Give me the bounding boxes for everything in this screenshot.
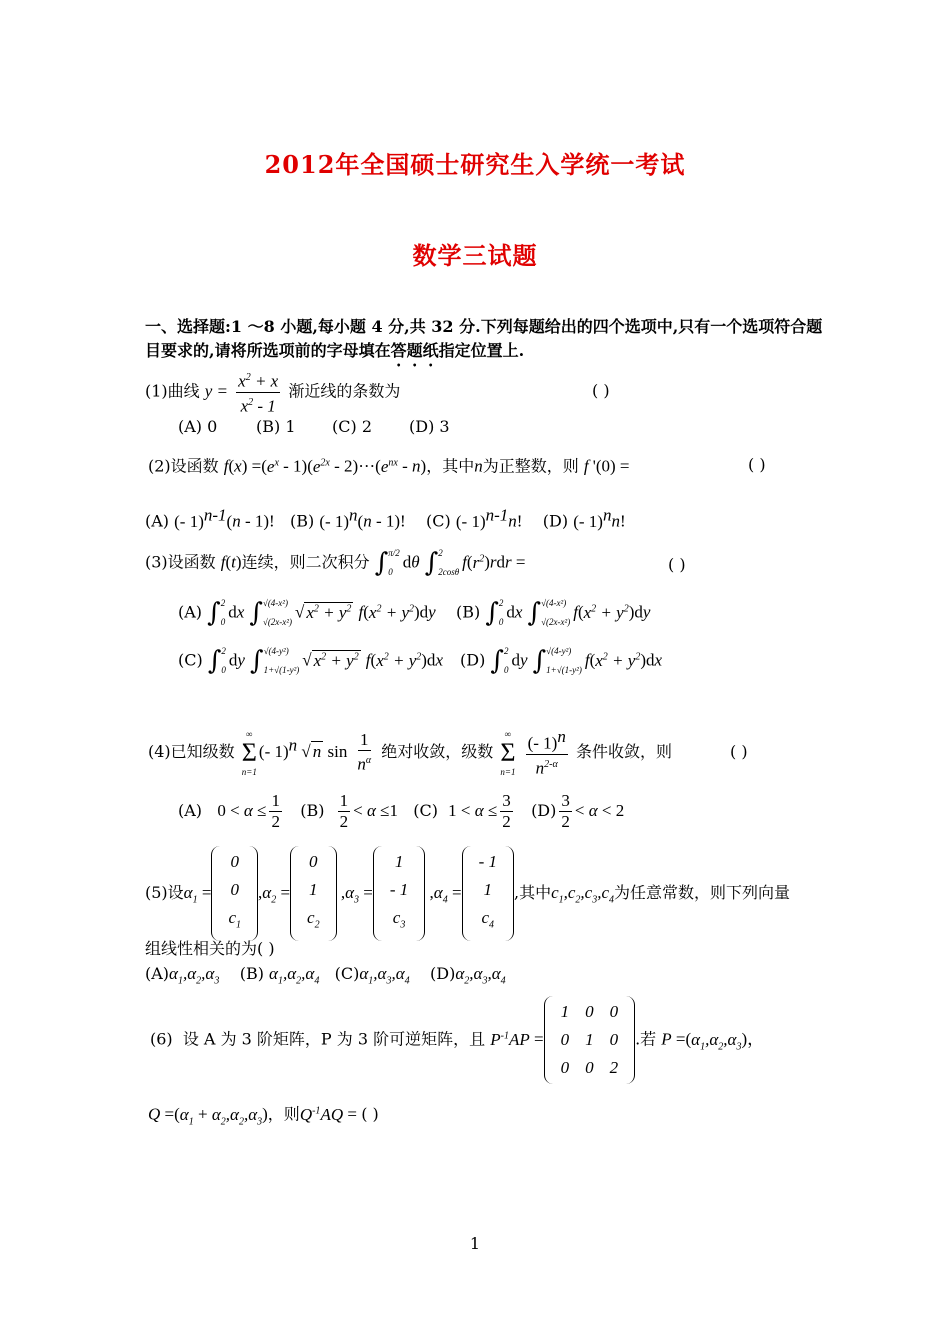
exam-title: 2012年全国硕士研究生入学统一考试: [264, 150, 686, 179]
q4-option-b[interactable]: (B) $\frac{1}{2}$ < α ≤1: [300, 791, 398, 831]
q5-options: [145, 963, 506, 992]
q3-option-c[interactable]: (C) ∫ 2 0 dy ∫ √(4-y²) 1+√(1-y²) √ $x^2 + y^2$ $f(x^2 + y^2)dx$: [178, 646, 443, 677]
question-4: (4)已知级数 ∞ Σ n=1 (- 1)$^n$ √ n sin $\frac{1}{n^\alpha}$ 绝对收敛，级数 ∞ Σ n=1 $\frac{(- 1)^n}{n^{2-\alpha}}$ 条件收敛，则: [148, 727, 672, 778]
page-number: 1: [469, 1234, 481, 1253]
q5-option-b[interactable]: (B) $\alpha_1,\alpha_2,\alpha_4$: [239, 964, 320, 987]
q3-option-a[interactable]: (A) ∫ 2 0 dx ∫ √(4-x²) √(2x-x²) √ $x^2 + y^2$ $f(x^2 + y^2)dy$: [178, 598, 436, 629]
q3-answer-blank[interactable]: ( ): [668, 555, 686, 574]
q1-option-d[interactable]: (D) 3: [409, 417, 450, 436]
q3-option-b[interactable]: (B) ∫ 2 0 dx ∫ √(4-x²) √(2x-x²) $f(x^2 + y^2)dy$: [456, 598, 651, 629]
q5-option-d[interactable]: $(D)\alpha_2,\alpha_3,\alpha_4$: [430, 964, 506, 987]
q2-options: [145, 504, 626, 533]
question-2: (2)设函数 $f(x) =(e^x - 1)(e^{2x} - 2)\cdot\cdot\cdot(e^{nx} - n)$，其中n为正整数，则 f '(0) =: [148, 456, 630, 476]
q1-option-c[interactable]: (C) 2: [332, 417, 372, 436]
q2-option-d[interactable]: (D) (- 1)$^n$n!: [542, 505, 626, 531]
section-instructions-line2: 目要求的,请将所选项前的字母填在答题纸指定位置上.: [145, 341, 525, 360]
question-6: (6) 设 A 为 3 阶矩阵，P 为 3 阶可逆矩阵，且 $P^{-1}AP$ = 1 0 0 0 1 0 0 0 2 .若 $P =(\alpha_1,\alpha_2,\alpha_3)$，: [150, 996, 764, 1084]
q4-options: [178, 791, 624, 832]
q1-option-a[interactable]: (A) 0: [178, 417, 218, 436]
alpha1-vector: 0 0 $c_1$: [211, 846, 258, 941]
question-3: (3)设函数 f(t)连续，则二次积分 ∫ π/2 0 dθ ∫ 2 2cosθ $f(r^2)rdr$ =: [145, 548, 526, 579]
q3-option-d[interactable]: (D) ∫ 2 0 dy ∫ √(4-y²) 1+√(1-y²) $f(x^2 + y^2)dx$: [460, 646, 663, 677]
q2-option-c[interactable]: (C) (- 1)$^{n-1}$n!: [426, 505, 523, 531]
exam-subtitle: 数学三试题: [412, 241, 538, 270]
question-1: (1)曲线 y = $\frac{x^2 + x}{x^2 - 1}$ 渐近线的条数为: [145, 368, 400, 416]
q4-option-c[interactable]: (C) 1 < α ≤ $\frac{3}{2}$: [413, 791, 511, 831]
q6-answer-blank[interactable]: ( ): [361, 1104, 379, 1124]
q2-answer-blank[interactable]: ( ): [748, 455, 766, 474]
diag-matrix: 1 0 0 0 1 0 0 0 2: [544, 996, 636, 1084]
q1-answer-blank[interactable]: ( ): [592, 381, 610, 400]
alpha2-vector: 0 1 $c_2$: [290, 846, 337, 941]
q4-option-a[interactable]: (A) 0 < α ≤ $\frac{1}{2}$: [178, 791, 280, 831]
q2-option-a[interactable]: (A) (- 1)$^{n-1}$(n - 1)!: [145, 505, 275, 531]
section-instructions-line1: 一、选择题:1 ～8 小题,每小题 4 分,共 32 分.下列每题给出的四个选项中,只有一个选项符合题: [145, 317, 823, 336]
q5-option-a[interactable]: $(A)\alpha_1,\alpha_2,\alpha_3$: [145, 964, 220, 987]
alpha4-vector: - 1 1 $c_4$: [462, 846, 514, 941]
q4-option-d[interactable]: (D) $\frac{3}{2}$ < α < 2: [531, 791, 625, 831]
q6-line2: $Q =(\alpha_1 + \alpha_2,\alpha_2,\alpha_3)$，则$Q^{-1}AQ$ = ( ): [148, 1104, 379, 1128]
q1-option-b[interactable]: (B) 1: [256, 417, 296, 436]
q5-option-c[interactable]: $(C)\alpha_1,\alpha_3,\alpha_4$: [334, 964, 410, 987]
question-5: (5)设$\alpha_1$ = 0 0 $c_1$ $,\alpha_2$ = 0 1 $c_2$ $,\alpha_3$ = 1 - 1 $c_3$ $,\alpha_4$ = - 1 1 $c_4$ ,其中$c_1,c_2,c_3,c_4$为任意常数，则下列向量: [145, 846, 790, 941]
q4-answer-blank[interactable]: ( ): [730, 742, 748, 761]
q2-option-b[interactable]: (B) (- 1)$^n$(n - 1)!: [289, 505, 406, 531]
q5-line2: 组线性相关的为( ): [145, 939, 275, 958]
alpha3-vector: 1 - 1 $c_3$: [373, 846, 425, 941]
